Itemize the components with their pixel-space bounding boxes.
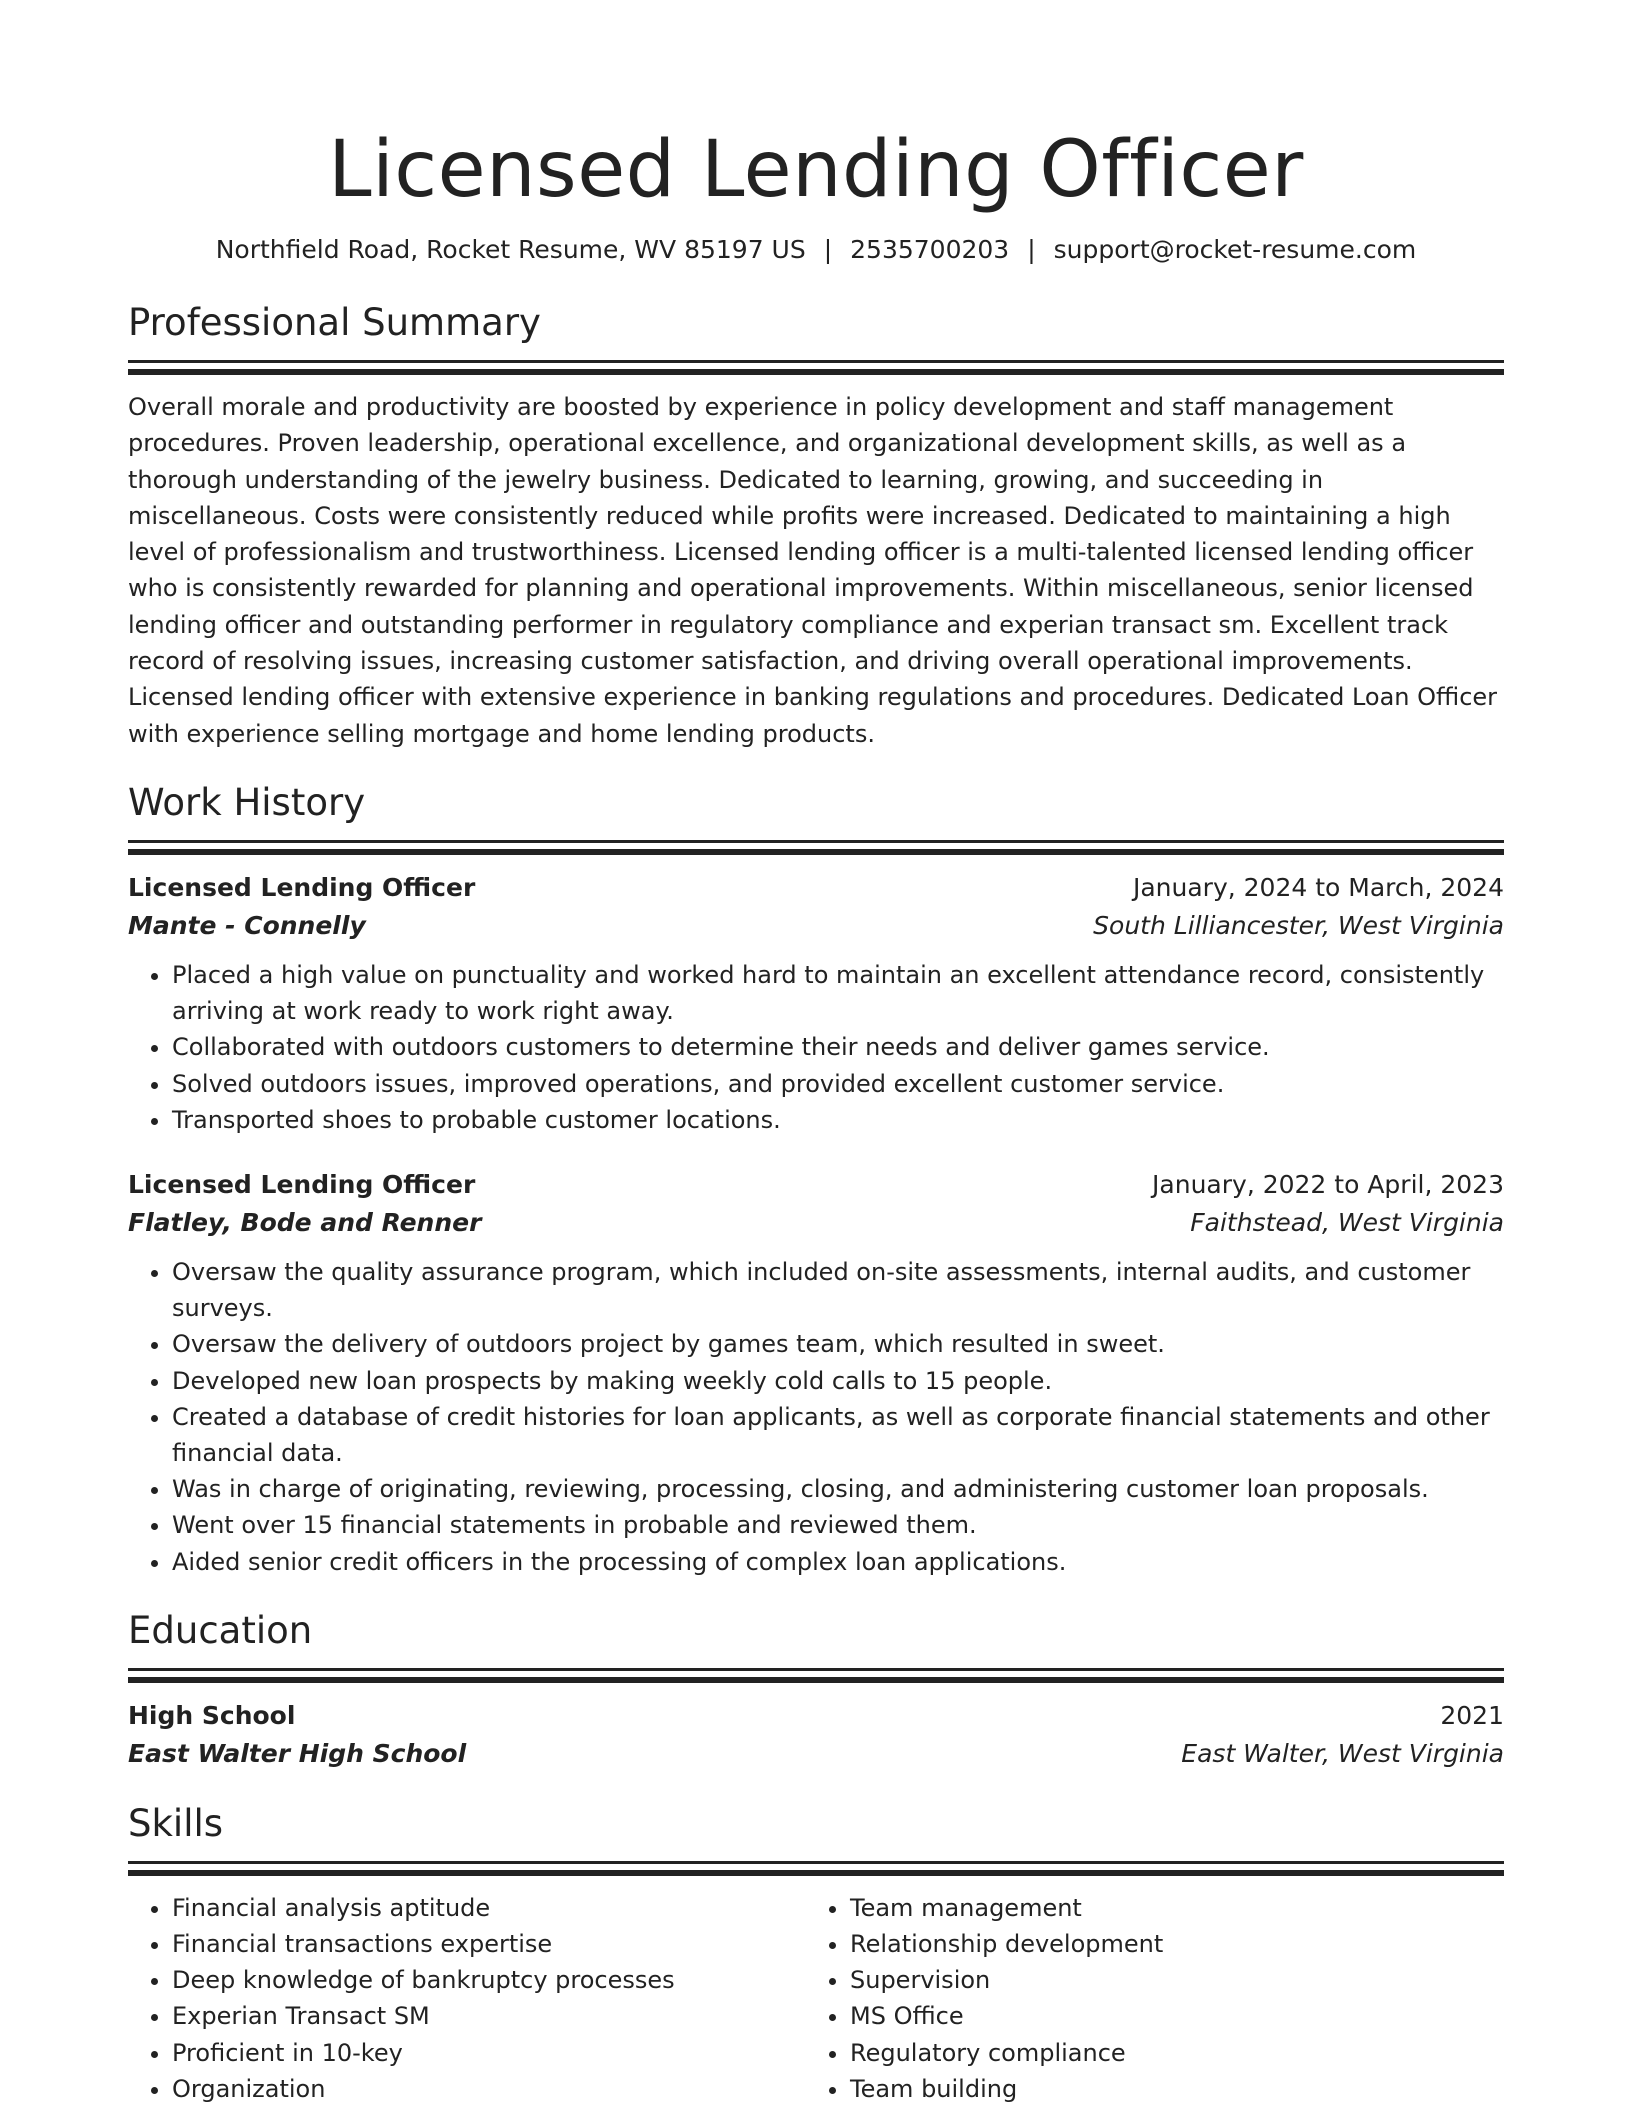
summary-section: [128, 298, 1504, 752]
job-title: Licensed Lending Officer: [128, 1169, 476, 1199]
job-subheader: [128, 907, 1504, 945]
job-bullet: • Solved outdoors issues, improved operations, and provided excellent customer service.: [172, 1066, 1504, 1102]
job-company: Flatley, Bode and Renner: [128, 1207, 482, 1237]
education-school: East Walter High School: [128, 1738, 467, 1768]
skill-item: • Deep knowledge of bankruptcy processes: [172, 1962, 806, 1998]
skill-item: • Organization: [172, 2071, 806, 2107]
education-section: [128, 1606, 1504, 1773]
job-bullets: [128, 957, 1504, 1138]
job-location: Faithstead, West Virginia: [1190, 1207, 1504, 1237]
job-bullet: • Oversaw the delivery of outdoors project by games team, which resulted in sweet.: [172, 1326, 1504, 1362]
job-bullet: • Oversaw the quality assurance program, which included on-site assessments, internal audits, and customer surveys.: [172, 1254, 1504, 1326]
contact-phone: 2535700203: [850, 235, 1010, 264]
job-subheader: [128, 1204, 1504, 1242]
job-header: [128, 1166, 1504, 1204]
work-history-section: [128, 778, 1504, 1580]
job-header: [128, 869, 1504, 907]
education-year: 2021: [1440, 1700, 1504, 1730]
job-entry: [128, 1166, 1504, 1580]
job-entry: [128, 869, 1504, 1138]
skills-list-left: [128, 1890, 806, 2107]
section-divider: [128, 1861, 1504, 1864]
education-subheader: [128, 1735, 1504, 1773]
job-bullet: • Transported shoes to probable customer locations.: [172, 1102, 1504, 1138]
skill-item: • MS Office: [850, 1998, 1484, 2034]
education-header: [128, 1697, 1504, 1735]
job-bullet: • Collaborated with outdoors customers to determine their needs and deliver games service.: [172, 1029, 1504, 1065]
skills-columns: [128, 1890, 1504, 2107]
contact-separator: |: [823, 235, 833, 264]
contact-separator: |: [1027, 235, 1036, 264]
section-title-summary: Professional Summary: [128, 301, 541, 344]
section-title-work-history: Work History: [128, 780, 366, 824]
job-bullet: • Was in charge of originating, reviewing, processing, closing, and administering customer loan proposals.: [172, 1471, 1504, 1507]
job-bullet: • Went over 15 financial statements in probable and reviewed them.: [172, 1507, 1504, 1543]
job-title: Licensed Lending Officer: [128, 872, 476, 902]
section-divider: [128, 849, 1504, 855]
job-bullet: • Aided senior credit officers in the processing of complex loan applications.: [172, 1544, 1504, 1580]
job-bullet: • Created a database of credit histories for loan applicants, as well as corporate financial statements and other financial data.: [172, 1399, 1504, 1471]
section-divider: [128, 840, 1504, 843]
section-divider: [128, 369, 1504, 375]
job-dates: January, 2022 to April, 2023: [1152, 1169, 1504, 1199]
skill-item: • Relationship development: [850, 1926, 1484, 1962]
skills-list-right: [806, 1890, 1484, 2107]
job-bullet: • Developed new loan prospects by making weekly cold calls to 15 people.: [172, 1363, 1504, 1399]
skills-section: [128, 1799, 1504, 2107]
section-title-skills: Skills: [128, 1801, 224, 1845]
education-location: East Walter, West Virginia: [1181, 1738, 1504, 1768]
skill-item: • Team building: [850, 2071, 1484, 2107]
section-divider: [128, 1677, 1504, 1683]
summary-text: Overall morale and productivity are boosted by experience in policy development and staff management procedures. Proven leadership, operational excellence, and organizational development skills, as well as a thorough understanding of the jewelry business. Dedicated to learning, growing, and succeeding in miscellaneous. Costs were consistently reduced while profits were increased. Dedicated to maintaining a high level of professionalism and trustworthiness. Licensed lending officer is a multi-talented licensed lending officer who is consistently rewarded for planning and operational improvements. Within miscellaneous, senior licensed lending officer and outstanding performer in regulatory compliance and experian transact sm. Excellent track record of resolving issues, increasing customer satisfaction, and driving overall operational improvements. Licensed lending officer with extensive experience in banking regulations and procedures. Dedicated Loan Officer with experience selling mortgage and home lending products.: [128, 393, 1498, 748]
job-dates: January, 2024 to March, 2024: [1132, 872, 1504, 902]
job-location: South Lilliancester, West Virginia: [1093, 910, 1504, 940]
section-divider: [128, 1668, 1504, 1671]
job-bullets: [128, 1254, 1504, 1580]
skill-item: • Proficient in 10-key: [172, 2035, 806, 2071]
skill-item: • Team management: [850, 1890, 1484, 1926]
contact-line: [128, 232, 1504, 268]
section-divider: [128, 360, 1504, 363]
section-title-education: Education: [128, 1608, 313, 1652]
job-company: Mante - Connelly: [128, 910, 366, 940]
resume-page: [128, 0, 1504, 2107]
skill-item: • Regulatory compliance: [850, 2035, 1484, 2071]
education-degree: High School: [128, 1700, 296, 1730]
candidate-name: Licensed Lending Officer: [328, 125, 1304, 215]
job-bullet: • Placed a high value on punctuality and worked hard to maintain an excellent attendance record, consistently arriving at work ready to work right away.: [172, 957, 1504, 1029]
contact-address: Northfield Road, Rocket Resume, WV 85197 US: [215, 235, 806, 264]
skill-item: • Experian Transact SM: [172, 1998, 806, 2034]
skill-item: • Financial analysis aptitude: [172, 1890, 806, 1926]
skill-item: • Supervision: [850, 1962, 1484, 1998]
skill-item: • Financial transactions expertise: [172, 1926, 806, 1962]
education-entry: [128, 1697, 1504, 1773]
contact-email[interactable]: support@rocket-resume.com: [1053, 235, 1417, 264]
section-divider: [128, 1870, 1504, 1876]
